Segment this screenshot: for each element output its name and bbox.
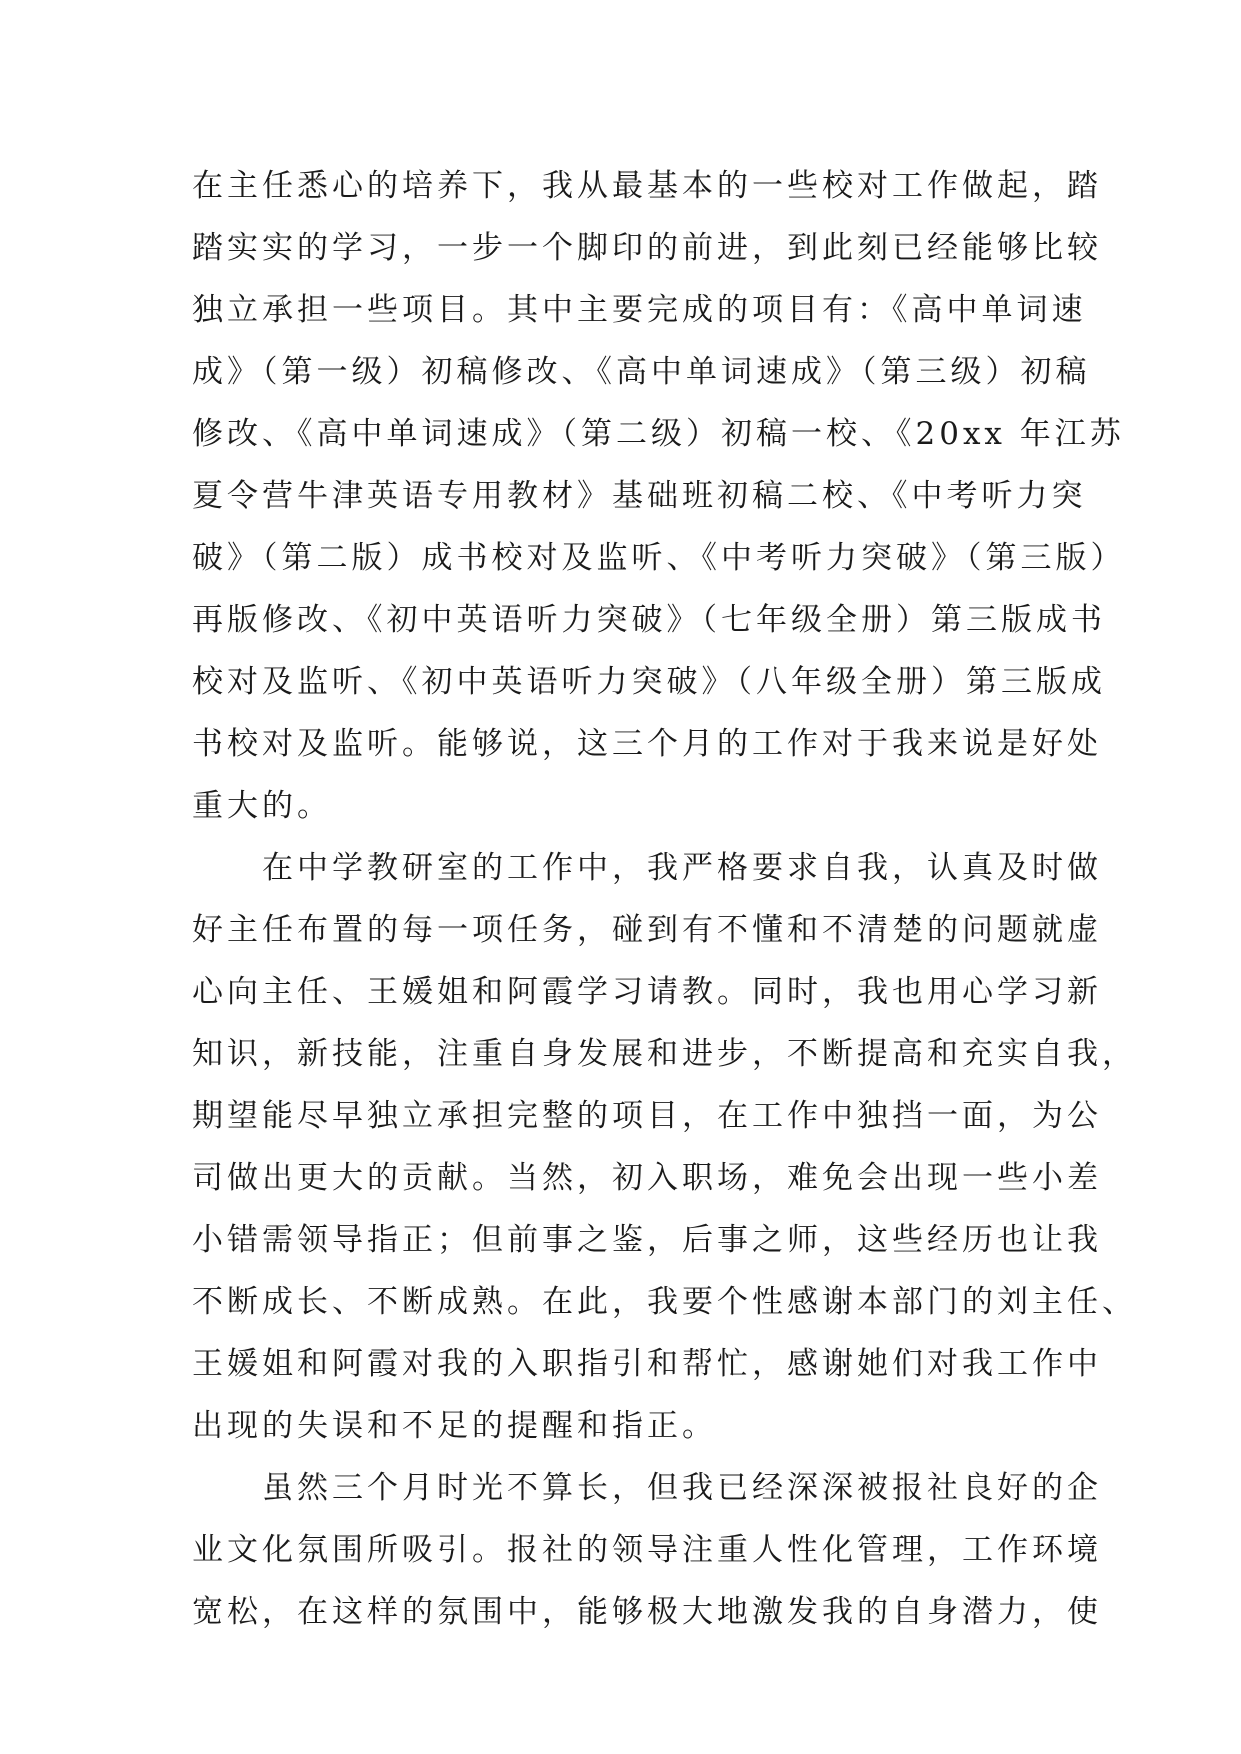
text-line: 再版修改、《初中英语听力突破》（七年级全册）第三版成书: [192, 602, 1106, 638]
text-line: 修改、《高中单词速成》（第二级）初稿一校、《20xx 年江苏: [192, 416, 1125, 452]
text-line: 司做出更大的贡献。当然，初入职场，难免会出现一些小差: [192, 1160, 1102, 1196]
text-line: 踏实实的学习，一步一个脚印的前进，到此刻已经能够比较: [192, 230, 1102, 266]
body-text: [192, 155, 1137, 1643]
text-line: 成》（第一级）初稿修改、《高中单词速成》（第三级）初稿: [192, 354, 1091, 390]
text-line: 知识，新技能，注重自身发展和进步，不断提高和充实自我，: [192, 1036, 1137, 1072]
text-line: 宽松，在这样的氛围中，能够极大地激发我的自身潜力，使: [192, 1594, 1102, 1630]
text-line: 出现的失误和不足的提醒和指正。: [192, 1408, 717, 1444]
text-line: 校对及监听、《初中英语听力突破》（八年级全册）第三版成: [192, 664, 1106, 700]
text-line: 虽然三个月时光不算长，但我已经深深被报社良好的企: [192, 1470, 1102, 1506]
text-line: 在主任悉心的培养下，我从最基本的一些校对工作做起，踏: [192, 168, 1102, 204]
text-line: 小错需领导指正；但前事之鉴，后事之师，这些经历也让我: [192, 1222, 1102, 1258]
text-line: 夏令营牛津英语专用教材》基础班初稿二校、《中考听力突: [192, 478, 1087, 514]
text-line: 王媛姐和阿霞对我的入职指引和帮忙，感谢她们对我工作中: [192, 1346, 1102, 1382]
text-line: 书校对及监听。能够说，这三个月的工作对于我来说是好处: [192, 726, 1102, 762]
text-line: 业文化氛围所吸引。报社的领导注重人性化管理，工作环境: [192, 1532, 1102, 1568]
text-line: 在中学教研室的工作中，我严格要求自我，认真及时做: [192, 850, 1102, 886]
text-line: 破》（第二版）成书校对及监听、《中考听力突破》（第三版）: [192, 540, 1126, 576]
text-line: 心向主任、王媛姐和阿霞学习请教。同时，我也用心学习新: [192, 974, 1102, 1010]
text-line: 重大的。: [192, 788, 332, 824]
text-line: 好主任布置的每一项任务，碰到有不懂和不清楚的问题就虚: [192, 912, 1102, 948]
text-line: 不断成长、不断成熟。在此，我要个性感谢本部门的刘主任、: [192, 1284, 1137, 1320]
text-line: 期望能尽早独立承担完整的项目，在工作中独挡一面，为公: [192, 1098, 1102, 1134]
text-line: 独立承担一些项目。其中主要完成的项目有：《高中单词速: [192, 292, 1087, 328]
